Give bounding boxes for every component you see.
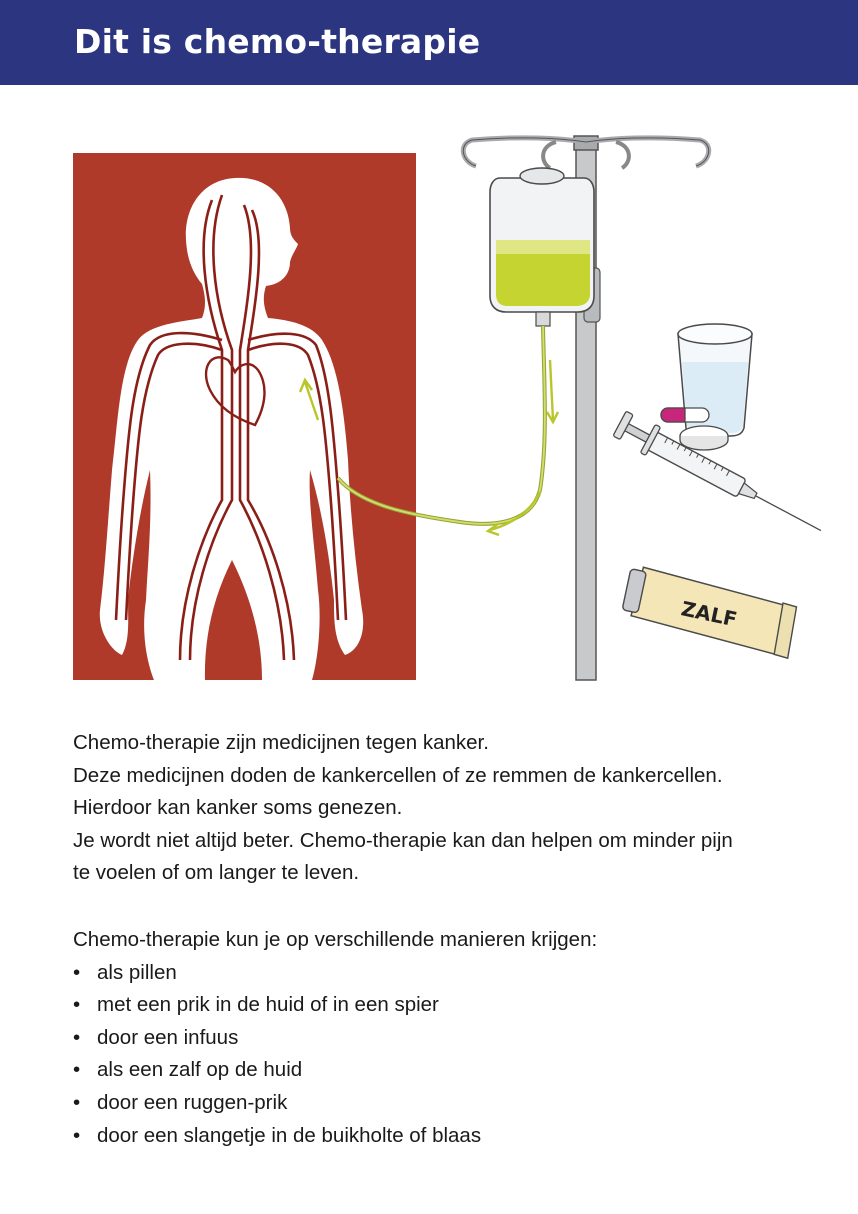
list-item	[73, 1120, 813, 1153]
bullet-icon: •	[73, 960, 81, 984]
paragraph-spacer	[73, 890, 813, 924]
list-item	[73, 1087, 813, 1120]
bullet-icon: •	[73, 1058, 81, 1082]
list-item-text: als een zalf op de huid	[97, 1058, 303, 1082]
intro-line: Chemo-therapie zijn medicijnen tegen kanker.	[73, 731, 489, 754]
bullet-icon: •	[73, 1025, 81, 1049]
page-title: Dit is chemo-therapie	[74, 22, 481, 61]
bullet-icon: •	[73, 1123, 81, 1147]
intro-line: Hierdoor kan kanker soms genezen.	[73, 796, 403, 820]
iv-bag	[490, 168, 594, 326]
page-header	[0, 0, 858, 85]
list-item-text: door een slangetje in de buikholte of blaas	[97, 1123, 482, 1147]
list-item-text: door een infuus	[97, 1025, 239, 1049]
ointment-label: ZALF	[679, 596, 740, 632]
list-item-text: als pillen	[97, 960, 177, 984]
chemo-illustration	[60, 125, 830, 690]
bullet-icon: •	[73, 1090, 81, 1114]
list-item	[73, 1022, 813, 1055]
list-item-text: met een prik in de huid of in een spier	[97, 993, 439, 1017]
list-item	[73, 1054, 813, 1087]
list-item	[73, 957, 813, 990]
body-text	[73, 727, 813, 1152]
ointment-tube	[619, 565, 800, 658]
list-item-text: door een ruggen-prik	[97, 1090, 288, 1114]
ways-heading: Chemo-therapie kun je op verschillende manieren krijgen:	[73, 927, 598, 951]
ways-list	[73, 957, 813, 1153]
intro-line: Je wordt niet altijd beter. Chemo-therapie kan dan helpen om minder pijn	[73, 828, 733, 852]
bullet-icon: •	[73, 993, 81, 1017]
intro-line: te voelen of om langer te leven.	[73, 861, 360, 885]
list-item	[73, 989, 813, 1022]
intro-line: Deze medicijnen doden de kankercellen of ze remmen de kankercellen.	[73, 763, 723, 787]
